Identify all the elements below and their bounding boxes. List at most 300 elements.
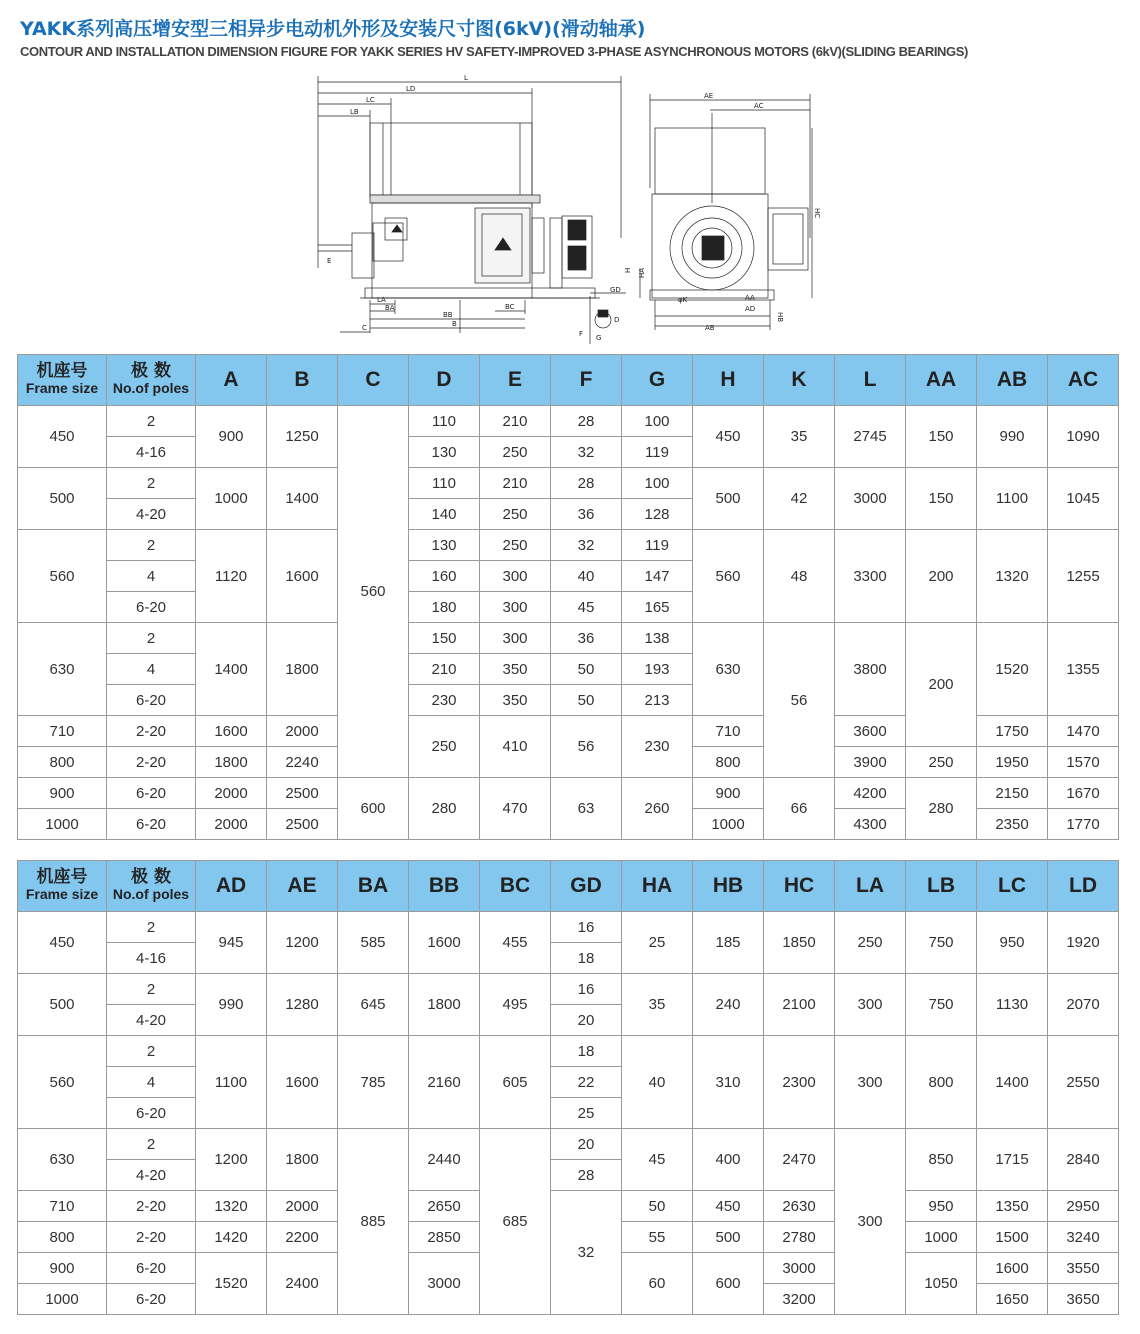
frame-cell: 800	[18, 747, 107, 778]
header-H: H	[693, 355, 764, 406]
cell-LD: 3550	[1048, 1253, 1119, 1284]
cell-B: 2240	[267, 747, 338, 778]
dim-label-C: C	[362, 324, 367, 332]
poles-cell: 2	[107, 1129, 196, 1160]
cell-GD: 25	[551, 1098, 622, 1129]
header-BA: BA	[338, 861, 409, 912]
end-view	[624, 92, 821, 332]
header-B: B	[267, 355, 338, 406]
dim-label-L: L	[464, 74, 468, 82]
cell-GD: 20	[551, 1005, 622, 1036]
cell-F: 56	[551, 716, 622, 778]
cell-G: 119	[622, 437, 693, 468]
poles-cell: 2-20	[107, 747, 196, 778]
frame-cell: 800	[18, 1222, 107, 1253]
cell-D: 140	[409, 499, 480, 530]
cell-LB: 750	[906, 912, 977, 974]
dim-label-AA: AA	[745, 294, 755, 302]
header-HA: HA	[622, 861, 693, 912]
header-D: D	[409, 355, 480, 406]
cell-D: 130	[409, 530, 480, 561]
cell-H: 1000	[693, 809, 764, 840]
cell-AD: 1420	[196, 1222, 267, 1253]
cell-GD: 18	[551, 943, 622, 974]
cell-H: 800	[693, 747, 764, 778]
header-LA: LA	[835, 861, 906, 912]
cell-LD: 1920	[1048, 912, 1119, 974]
cell-LA: 250	[835, 912, 906, 974]
cell-B: 2500	[267, 778, 338, 809]
dim-label-BB: BB	[443, 311, 453, 319]
cell-BB: 1600	[409, 912, 480, 974]
cell-HA: 45	[622, 1129, 693, 1191]
cell-BA: 885	[338, 1129, 409, 1315]
cell-B: 2000	[267, 716, 338, 747]
poles-cell: 4-20	[107, 1160, 196, 1191]
cell-LD: 2550	[1048, 1036, 1119, 1129]
cell-G: 165	[622, 592, 693, 623]
cell-BB: 2440	[409, 1129, 480, 1191]
cell-K: 66	[764, 778, 835, 840]
dim-label-B: B	[452, 320, 457, 328]
poles-cell: 4	[107, 654, 196, 685]
cell-D: 130	[409, 437, 480, 468]
cell-HC: 1850	[764, 912, 835, 974]
cell-B: 1600	[267, 530, 338, 623]
cell-GD: 32	[551, 1191, 622, 1315]
frame-cell: 900	[18, 778, 107, 809]
cell-BB: 3000	[409, 1253, 480, 1315]
cell-K: 48	[764, 530, 835, 623]
header-K: K	[764, 355, 835, 406]
cell-BB: 2160	[409, 1036, 480, 1129]
cell-K: 42	[764, 468, 835, 530]
cell-AB: 1750	[977, 716, 1048, 747]
cell-HA: 25	[622, 912, 693, 974]
cell-BB: 2650	[409, 1191, 480, 1222]
frame-cell: 1000	[18, 1284, 107, 1315]
cell-AE: 2400	[267, 1253, 338, 1315]
page-title-chinese: YAKK系列高压增安型三相异步电动机外形及安装尺寸图(6kV)(滑动轴承)	[20, 18, 646, 40]
cell-AD: 1200	[196, 1129, 267, 1191]
cell-LB: 950	[906, 1191, 977, 1222]
cell-F: 36	[551, 499, 622, 530]
poles-cell: 6-20	[107, 778, 196, 809]
dim-label-HA: HA	[638, 267, 646, 278]
cell-C: 600	[338, 778, 409, 840]
cell-F: 45	[551, 592, 622, 623]
cell-G: 213	[622, 685, 693, 716]
cell-D: 160	[409, 561, 480, 592]
poles-cell: 4-16	[107, 943, 196, 974]
cell-LD: 3650	[1048, 1284, 1119, 1315]
cell-D: 280	[409, 778, 480, 840]
cell-HB: 400	[693, 1129, 764, 1191]
cell-AA: 280	[906, 778, 977, 840]
cell-B: 1400	[267, 468, 338, 530]
poles-cell: 6-20	[107, 1284, 196, 1315]
header-LC: LC	[977, 861, 1048, 912]
cell-HA: 60	[622, 1253, 693, 1315]
poles-cell: 4	[107, 1067, 196, 1098]
cell-F: 50	[551, 685, 622, 716]
cell-A: 1120	[196, 530, 267, 623]
table-row	[18, 1191, 1119, 1222]
table-row	[18, 1129, 1119, 1160]
table-header-row	[18, 861, 1119, 912]
cell-F: 50	[551, 654, 622, 685]
dim-label-LC: LC	[366, 96, 375, 104]
frame-cell: 560	[18, 1036, 107, 1129]
dim-label-F: F	[579, 330, 584, 338]
cell-AE: 1600	[267, 1036, 338, 1129]
poles-cell: 2	[107, 468, 196, 499]
table-row	[18, 530, 1119, 561]
cell-HB: 185	[693, 912, 764, 974]
cell-AC: 1255	[1048, 530, 1119, 623]
cell-LD: 2840	[1048, 1129, 1119, 1191]
cell-AE: 1800	[267, 1129, 338, 1191]
cell-B: 1800	[267, 623, 338, 716]
frame-cell: 710	[18, 1191, 107, 1222]
cell-HC: 2100	[764, 974, 835, 1036]
cell-AB: 1100	[977, 468, 1048, 530]
cell-H: 710	[693, 716, 764, 747]
cell-L: 4200	[835, 778, 906, 809]
header-HC: HC	[764, 861, 835, 912]
frame-cell: 560	[18, 530, 107, 623]
cell-D: 250	[409, 716, 480, 778]
cell-G: 193	[622, 654, 693, 685]
cell-BB: 1800	[409, 974, 480, 1036]
cell-E: 210	[480, 468, 551, 499]
cell-G: 260	[622, 778, 693, 840]
poles-cell: 4-20	[107, 1005, 196, 1036]
cell-E: 300	[480, 592, 551, 623]
dim-label-H: H	[624, 267, 632, 273]
motor-dimension-drawing	[300, 68, 830, 344]
cell-A: 1400	[196, 623, 267, 716]
cell-HA: 40	[622, 1036, 693, 1129]
poles-cell: 2-20	[107, 1191, 196, 1222]
cell-BC: 685	[480, 1129, 551, 1315]
frame-cell: 500	[18, 468, 107, 530]
cell-H: 500	[693, 468, 764, 530]
cell-GD: 28	[551, 1160, 622, 1191]
cell-BC: 605	[480, 1036, 551, 1129]
cell-LC: 1130	[977, 974, 1048, 1036]
frame-cell: 710	[18, 716, 107, 747]
cell-AB: 1950	[977, 747, 1048, 778]
cell-AB: 1520	[977, 623, 1048, 716]
cell-E: 410	[480, 716, 551, 778]
dim-label-AC: AC	[754, 102, 764, 110]
cell-AA: 150	[906, 406, 977, 468]
dim-label-AE: AE	[704, 92, 714, 100]
frame-cell: 500	[18, 974, 107, 1036]
cell-AA: 150	[906, 468, 977, 530]
cell-HB: 500	[693, 1222, 764, 1253]
cell-AC: 1470	[1048, 716, 1119, 747]
cell-LD: 3240	[1048, 1222, 1119, 1253]
cell-AD: 1320	[196, 1191, 267, 1222]
cell-F: 36	[551, 623, 622, 654]
cell-G: 128	[622, 499, 693, 530]
cell-E: 250	[480, 530, 551, 561]
cell-BA: 785	[338, 1036, 409, 1129]
cell-E: 350	[480, 654, 551, 685]
cell-HA: 50	[622, 1191, 693, 1222]
cell-D: 150	[409, 623, 480, 654]
cell-F: 32	[551, 530, 622, 561]
dim-label-AB: AB	[705, 324, 715, 332]
cell-L: 3800	[835, 623, 906, 716]
header-frame-size: 机座号 Frame size	[18, 861, 107, 912]
cell-LA: 300	[835, 974, 906, 1036]
cell-AC: 1770	[1048, 809, 1119, 840]
cell-AC: 1670	[1048, 778, 1119, 809]
cell-AB: 990	[977, 406, 1048, 468]
cell-HA: 55	[622, 1222, 693, 1253]
table-row	[18, 912, 1119, 943]
cell-AD: 945	[196, 912, 267, 974]
cell-A: 900	[196, 406, 267, 468]
cell-AA: 250	[906, 747, 977, 778]
poles-cell: 6-20	[107, 1253, 196, 1284]
cell-AC: 1570	[1048, 747, 1119, 778]
cell-HC: 2300	[764, 1036, 835, 1129]
dim-label-BC: BC	[505, 303, 515, 311]
cell-AA: 200	[906, 530, 977, 623]
cell-E: 300	[480, 623, 551, 654]
cell-LC: 1650	[977, 1284, 1048, 1315]
cell-E: 470	[480, 778, 551, 840]
dim-label-D: D	[614, 316, 620, 324]
header-E: E	[480, 355, 551, 406]
dim-label-BA: BA	[385, 304, 395, 312]
header-poles: 极 数 No.of poles	[107, 355, 196, 406]
header-GD: GD	[551, 861, 622, 912]
cell-F: 63	[551, 778, 622, 840]
cell-F: 28	[551, 406, 622, 437]
cell-D: 230	[409, 685, 480, 716]
cell-A: 1600	[196, 716, 267, 747]
header-BC: BC	[480, 861, 551, 912]
cell-HC: 2630	[764, 1191, 835, 1222]
table-row	[18, 468, 1119, 499]
cell-HB: 600	[693, 1253, 764, 1315]
cell-F: 28	[551, 468, 622, 499]
cell-AC: 1090	[1048, 406, 1119, 468]
cell-HC: 3000	[764, 1253, 835, 1284]
cell-HC: 2470	[764, 1129, 835, 1191]
cell-BC: 495	[480, 974, 551, 1036]
cell-L: 2745	[835, 406, 906, 468]
cell-AE: 1280	[267, 974, 338, 1036]
cell-BB: 2850	[409, 1222, 480, 1253]
cell-C: 560	[338, 406, 409, 778]
cell-AC: 1045	[1048, 468, 1119, 530]
table-row	[18, 623, 1119, 654]
poles-cell: 6-20	[107, 592, 196, 623]
cell-GD: 22	[551, 1067, 622, 1098]
cell-LC: 950	[977, 912, 1048, 974]
cell-BC: 455	[480, 912, 551, 974]
frame-cell: 1000	[18, 809, 107, 840]
dimension-table-2	[17, 860, 1119, 1315]
cell-D: 180	[409, 592, 480, 623]
header-HB: HB	[693, 861, 764, 912]
poles-cell: 4	[107, 561, 196, 592]
header-G: G	[622, 355, 693, 406]
header-frame-size: 机座号 Frame size	[18, 355, 107, 406]
header-AB: AB	[977, 355, 1048, 406]
cell-GD: 20	[551, 1129, 622, 1160]
poles-cell: 2-20	[107, 1222, 196, 1253]
cell-L: 3000	[835, 468, 906, 530]
dim-label-HC: HC	[813, 208, 821, 219]
side-view	[318, 74, 621, 333]
cell-E: 250	[480, 437, 551, 468]
cell-AE: 1200	[267, 912, 338, 974]
frame-cell: 900	[18, 1253, 107, 1284]
cell-L: 3300	[835, 530, 906, 623]
frame-cell: 450	[18, 406, 107, 468]
dim-label-AD: AD	[745, 305, 756, 313]
cell-H: 630	[693, 623, 764, 716]
cell-F: 40	[551, 561, 622, 592]
cell-AE: 2200	[267, 1222, 338, 1253]
dim-label-K: φK	[678, 296, 688, 304]
header-LD: LD	[1048, 861, 1119, 912]
cell-A: 2000	[196, 809, 267, 840]
cell-G: 100	[622, 406, 693, 437]
dim-label-LB: LB	[350, 108, 359, 116]
header-BB: BB	[409, 861, 480, 912]
cell-LB: 1050	[906, 1253, 977, 1315]
cell-LA: 300	[835, 1036, 906, 1129]
frame-cell: 630	[18, 1129, 107, 1191]
cell-K: 35	[764, 406, 835, 468]
cell-LC: 1500	[977, 1222, 1048, 1253]
dim-label-LD: LD	[406, 85, 416, 93]
dim-label-LA: LA	[377, 296, 386, 304]
cell-LC: 1350	[977, 1191, 1048, 1222]
page-title-english: CONTOUR AND INSTALLATION DIMENSION FIGURE FOR YAKK SERIES HV SAFETY-IMPROVED 3-PHASE ASYNCHRONOUS MOTORS (6kV)(SLIDING BEARINGS)	[20, 44, 968, 59]
cell-AD: 1520	[196, 1253, 267, 1315]
cell-LA: 300	[835, 1129, 906, 1315]
dim-label-HB: HB	[776, 312, 784, 323]
cell-H: 900	[693, 778, 764, 809]
cell-LC: 1715	[977, 1129, 1048, 1191]
header-L: L	[835, 355, 906, 406]
cell-BA: 645	[338, 974, 409, 1036]
cell-LC: 1400	[977, 1036, 1048, 1129]
table-row	[18, 778, 1119, 809]
cell-A: 2000	[196, 778, 267, 809]
cell-D: 210	[409, 654, 480, 685]
cell-L: 3900	[835, 747, 906, 778]
poles-cell: 2	[107, 1036, 196, 1067]
header-A: A	[196, 355, 267, 406]
cell-AC: 1355	[1048, 623, 1119, 716]
table-row	[18, 406, 1119, 437]
cell-HB: 240	[693, 974, 764, 1036]
cell-H: 450	[693, 406, 764, 468]
poles-cell: 4-20	[107, 499, 196, 530]
dimension-table-1	[17, 354, 1119, 840]
cell-B: 1250	[267, 406, 338, 468]
cell-HB: 310	[693, 1036, 764, 1129]
cell-E: 300	[480, 561, 551, 592]
poles-cell: 6-20	[107, 809, 196, 840]
cell-L: 4300	[835, 809, 906, 840]
cell-HA: 35	[622, 974, 693, 1036]
cell-K: 56	[764, 623, 835, 778]
cell-AB: 1320	[977, 530, 1048, 623]
dim-label-GD: GD	[610, 286, 621, 294]
cell-LD: 2950	[1048, 1191, 1119, 1222]
cell-B: 2500	[267, 809, 338, 840]
cell-LB: 750	[906, 974, 977, 1036]
cell-AD: 1100	[196, 1036, 267, 1129]
cell-D: 110	[409, 406, 480, 437]
frame-cell: 630	[18, 623, 107, 716]
cell-E: 210	[480, 406, 551, 437]
cell-G: 100	[622, 468, 693, 499]
cell-HB: 450	[693, 1191, 764, 1222]
poles-cell: 6-20	[107, 1098, 196, 1129]
table-row	[18, 974, 1119, 1005]
cell-AD: 990	[196, 974, 267, 1036]
poles-cell: 2	[107, 912, 196, 943]
cell-LB: 800	[906, 1036, 977, 1129]
cell-G: 138	[622, 623, 693, 654]
poles-cell: 2-20	[107, 716, 196, 747]
poles-cell: 6-20	[107, 685, 196, 716]
cell-G: 119	[622, 530, 693, 561]
header-F: F	[551, 355, 622, 406]
cell-L: 3600	[835, 716, 906, 747]
cell-G: 230	[622, 716, 693, 778]
poles-cell: 4-16	[107, 437, 196, 468]
header-C: C	[338, 355, 409, 406]
cell-LC: 1600	[977, 1253, 1048, 1284]
cell-LB: 850	[906, 1129, 977, 1191]
table-header-row	[18, 355, 1119, 406]
table-row	[18, 1036, 1119, 1067]
cell-AA: 200	[906, 623, 977, 747]
cell-BA: 585	[338, 912, 409, 974]
cell-HC: 3200	[764, 1284, 835, 1315]
header-poles: 极 数 No.of poles	[107, 861, 196, 912]
poles-cell: 2	[107, 530, 196, 561]
cell-HC: 2780	[764, 1222, 835, 1253]
cell-GD: 16	[551, 974, 622, 1005]
header-AC: AC	[1048, 355, 1119, 406]
cell-GD: 16	[551, 912, 622, 943]
cell-A: 1800	[196, 747, 267, 778]
shaft-end-detail	[579, 286, 626, 344]
header-LB: LB	[906, 861, 977, 912]
cell-A: 1000	[196, 468, 267, 530]
cell-F: 32	[551, 437, 622, 468]
header-AA: AA	[906, 355, 977, 406]
dim-label-E: E	[327, 257, 332, 265]
cell-G: 147	[622, 561, 693, 592]
cell-LB: 1000	[906, 1222, 977, 1253]
cell-LD: 2070	[1048, 974, 1119, 1036]
